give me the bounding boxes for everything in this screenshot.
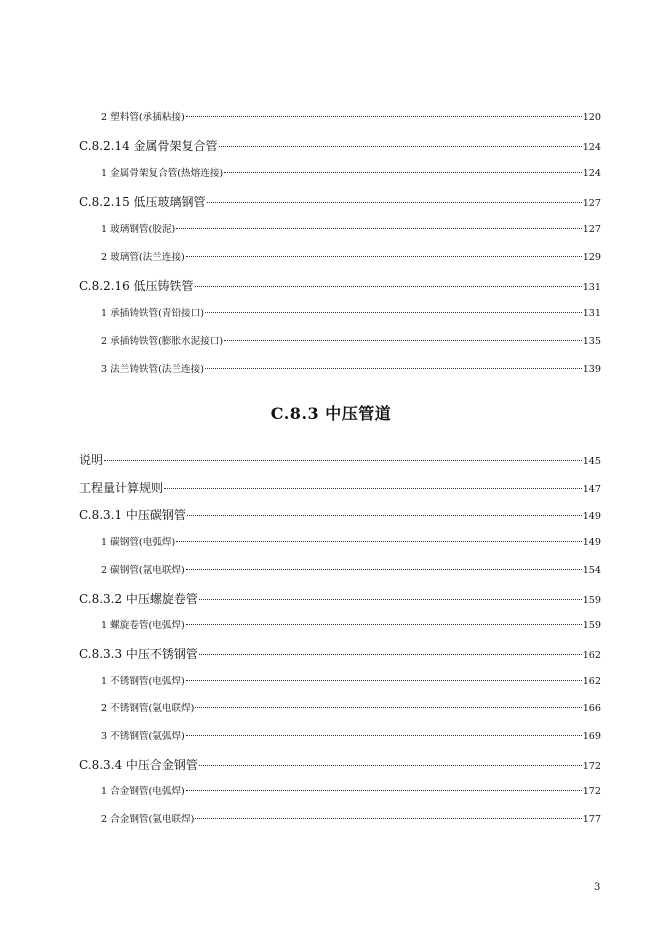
toc-entry-page: 177 xyxy=(582,814,601,826)
toc-entry[interactable] xyxy=(101,617,601,631)
toc-entry[interactable] xyxy=(101,783,601,797)
toc-entry[interactable] xyxy=(101,562,601,576)
toc-entry[interactable] xyxy=(79,479,601,496)
toc-entry-title: C.8.2.16 低压铸铁管 xyxy=(79,279,194,293)
toc-dot-leader xyxy=(205,312,582,313)
page-number: 3 xyxy=(594,882,601,893)
toc-entry-page: 162 xyxy=(582,675,601,687)
section-heading: C.8.3 中压管道 xyxy=(270,404,392,423)
toc-entry[interactable] xyxy=(101,728,601,742)
toc-entry-page: 131 xyxy=(582,282,601,293)
toc-entry[interactable] xyxy=(79,506,601,523)
toc-entry-title: 工程量计算规则 xyxy=(79,480,164,495)
toc-entry[interactable] xyxy=(101,673,601,687)
toc-entry-page: 159 xyxy=(582,594,601,606)
toc-dot-leader xyxy=(176,228,581,229)
toc-entry[interactable] xyxy=(79,451,601,468)
toc-entry-page: 169 xyxy=(582,731,601,742)
toc-entry-page: 135 xyxy=(582,336,601,347)
toc-entry-title: 1 螺旋卷管(电弧焊) xyxy=(101,620,185,632)
toc-dot-leader xyxy=(199,765,582,766)
toc-entry-page: 139 xyxy=(582,364,601,375)
toc-entry[interactable] xyxy=(101,333,601,347)
toc-entry[interactable] xyxy=(79,590,601,607)
toc-dot-leader xyxy=(186,624,582,625)
toc-entry-title: C.8.3.2 中压螺旋卷管 xyxy=(79,591,198,606)
toc-entry-title: 2 承插铸铁管(膨胀水泥接口) xyxy=(101,336,224,347)
toc-entry[interactable] xyxy=(101,305,601,319)
toc-dot-leader xyxy=(205,368,582,369)
toc-entry-title: C.8.3.4 中压合金钢管 xyxy=(79,757,198,772)
toc-entry-title: 1 承插铸铁管(青铅接口) xyxy=(101,308,204,319)
toc-entry[interactable] xyxy=(79,137,601,154)
toc-dot-leader xyxy=(199,654,582,655)
toc-dot-leader xyxy=(104,460,582,461)
toc-dot-leader xyxy=(195,286,582,287)
toc-entry[interactable] xyxy=(101,249,601,263)
toc-entry-title: 1 碳钢管(电弧焊) xyxy=(101,537,176,549)
toc-dot-leader xyxy=(186,256,582,257)
toc-entry-title: C.8.2.15 低压玻璃钢管 xyxy=(79,195,206,209)
toc-dot-leader xyxy=(199,599,582,600)
toc-entry-page: 166 xyxy=(582,703,601,715)
toc-entry[interactable] xyxy=(101,534,601,548)
toc-dot-leader xyxy=(195,707,581,708)
toc-entry[interactable] xyxy=(79,756,601,773)
toc-entry-title: 2 合金钢管(氩电联焊) xyxy=(101,814,195,826)
toc-dot-leader xyxy=(224,340,582,341)
toc-entry-page: 149 xyxy=(582,511,601,523)
toc-entry-page: 154 xyxy=(582,564,601,576)
toc-entry-title: 说明 xyxy=(79,453,104,467)
toc-dot-leader xyxy=(195,818,581,819)
toc-entry-title: 1 不锈钢管(电弧焊) xyxy=(101,675,185,687)
toc-entry[interactable] xyxy=(79,277,601,294)
toc-entry[interactable] xyxy=(101,221,601,235)
toc-entry-title: 1 玻璃钢管(胶泥) xyxy=(101,224,176,235)
toc-entry-title: 3 不锈钢管(氩弧焊) xyxy=(101,731,185,742)
toc-entry-page: 131 xyxy=(582,308,601,319)
toc-entry-title: 1 合金钢管(电弧焊) xyxy=(101,786,185,798)
toc-entry[interactable] xyxy=(79,193,601,210)
toc-entry-page: 127 xyxy=(582,198,601,209)
toc-entry-title: 1 金属骨架复合管(热熔连接) xyxy=(101,168,224,179)
toc-dot-leader xyxy=(186,116,582,117)
toc-entry-title: 2 不锈钢管(氩电联焊) xyxy=(101,703,195,715)
toc-dot-leader xyxy=(207,202,582,203)
toc-entry-page: 120 xyxy=(582,112,601,123)
toc-entry-page: 172 xyxy=(582,786,601,798)
toc-entry-page: 124 xyxy=(582,142,601,153)
toc-entry-page: 129 xyxy=(582,252,601,263)
toc-entry-page: 145 xyxy=(582,456,601,467)
toc-entry-title: 2 碳钢管(氩电联焊) xyxy=(101,564,185,576)
toc-entry-title: C.8.3.1 中压碳钢管 xyxy=(79,508,186,523)
toc-entry-title: C.8.2.14 金属骨架复合管 xyxy=(79,139,218,153)
toc-dot-leader xyxy=(186,569,582,570)
toc-dot-leader xyxy=(176,541,581,542)
toc-entry[interactable] xyxy=(101,700,601,714)
toc-dot-leader xyxy=(186,680,582,681)
toc-entry-page: 147 xyxy=(582,483,601,495)
toc-entry-page: 124 xyxy=(582,168,601,179)
toc-dot-leader xyxy=(186,735,582,736)
toc-entry[interactable] xyxy=(101,165,601,179)
toc-entry[interactable] xyxy=(101,109,601,123)
toc-entry-page: 162 xyxy=(582,649,601,661)
toc-dot-leader xyxy=(186,790,582,791)
toc-entry-page: 172 xyxy=(582,760,601,772)
toc-entry-title: 2 塑料管(承插粘接) xyxy=(101,112,185,123)
toc-entry-title: 3 法兰铸铁管(法兰连接) xyxy=(101,364,204,375)
toc-entry-page: 127 xyxy=(582,224,601,235)
toc-dot-leader xyxy=(164,488,582,489)
toc-entry[interactable] xyxy=(101,811,601,825)
toc-dot-leader xyxy=(187,515,582,516)
toc-dot-leader xyxy=(224,172,582,173)
toc-entry[interactable] xyxy=(101,361,601,375)
toc-dot-leader xyxy=(219,146,582,147)
toc-entry-title: 2 玻璃管(法兰连接) xyxy=(101,252,185,263)
toc-entry[interactable] xyxy=(79,645,601,662)
toc-entry-title: C.8.3.3 中压不锈钢管 xyxy=(79,646,198,661)
toc-entry-page: 159 xyxy=(582,620,601,632)
toc-entry-page: 149 xyxy=(582,537,601,549)
